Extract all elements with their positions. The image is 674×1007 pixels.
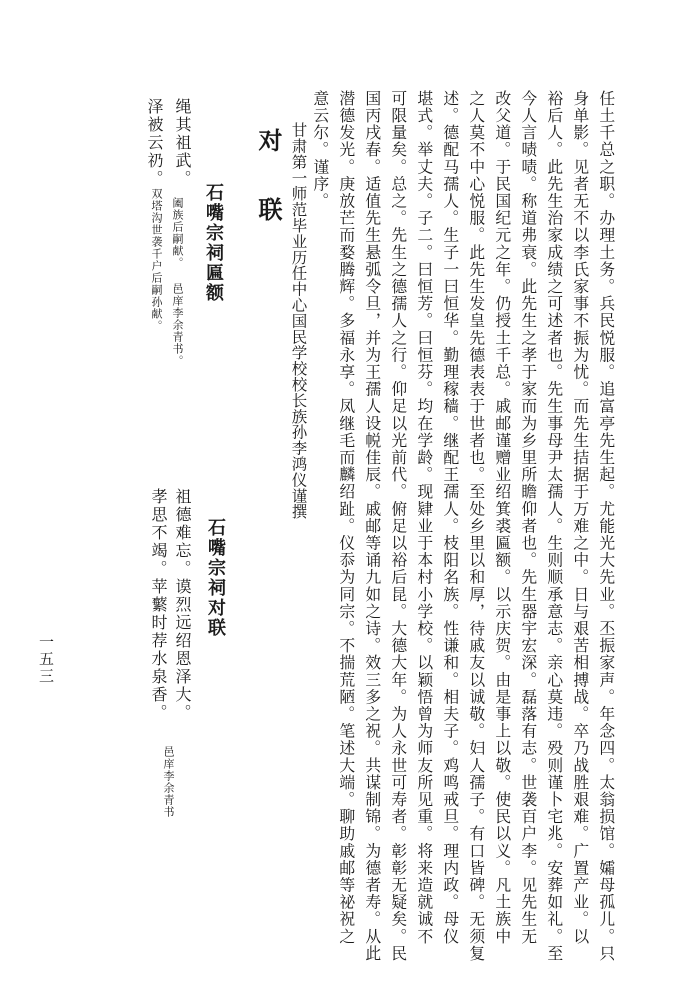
couplet-calligrapher-note: 邑庠李余青书 xyxy=(162,746,175,818)
plaque-heading: 石嘴宗祠匾额 xyxy=(203,183,224,303)
essay-signature: 甘肃第一师范毕业历任中心国民学校校长族孙李鸿仪谨撰 xyxy=(289,122,308,520)
essay-line-2: 身单影。见者无不以李氏家事不振为忧。而先生拮据于万难之中。日与艰苦相搏战。卒乃战胜艰难。广置产业。以 xyxy=(570,90,590,945)
essay-line-6: 之人莫不中心悦服。此先生发皇先德表表于世者也。至处乡里以和厚，待戚友以诚敬。妇人孺子。有口皆碑。无须复 xyxy=(466,90,486,963)
essay-line-5: 改父道。于民国纪元之年。仍授土千总。戚邮谨赠业绍箕裘匾额。以示庆贺。由是事上以敬。使民以义。凡土族中 xyxy=(492,90,512,945)
plaque-note-1: 阖族后嗣献。 邑庠李余青书。 xyxy=(171,197,184,367)
essay-line-11: 潜德发光。庚放芒而婺腾辉。多福永享。凤继毛而麟绍趾。仪忝为同宗。不揣荒陋。笔述大端。聊助戚邮等祕祝之 xyxy=(336,90,356,945)
essay-line-3: 裕后人。此先生治家成绩之可述者也。先生事母尹太孺人。生则顺承意志。亲心莫违。殁则谨卜宅兆。安葬如礼。至 xyxy=(544,90,564,963)
essay-line-12: 意云尔。谨序。 xyxy=(310,90,330,210)
couplet-heading: 石嘴宗祠对联 xyxy=(205,518,226,638)
essay-line-10: 国丙戌春。适值先生悬弧令旦，并为王孺人设帨佳辰。戚邮等诵九如之诗。效三多之祝。共谋制锦。为德者寿。从此 xyxy=(362,90,382,963)
plaque-inscription-2: 泽被云礽。 xyxy=(145,98,164,188)
section-title: 对 联 xyxy=(254,128,283,229)
essay-line-4: 今人言啧啧。称道弗衰。此先生之孝于家而为乡里所瞻仰者也。先生器宇宏深。磊落有志。世袭百户李。见先生无 xyxy=(518,90,538,945)
couplet-left-line: 孝思不竭。苹蘩时荐水泉香。 xyxy=(149,488,168,722)
essay-line-1: 任土千总之职。办理土务。兵民悦服。追富亭先生起。尤能光大先业。丕振家声。年念四。太翁损馆。孀母孤儿。只 xyxy=(596,90,616,963)
couplet-right-line: 祖德难忘。谟烈远绍恩泽大。 xyxy=(173,488,192,722)
plaque-inscription-1: 绳其祖武。 xyxy=(173,98,192,188)
page-number: 一五三 xyxy=(37,634,55,685)
essay-line-8: 堪式。举丈夫。子二。曰恒芳。曰恒芬。均在学龄。现肄业于本村小学校。以颖悟曾为师友所见重。将来造就诚不 xyxy=(414,90,434,945)
essay-line-9: 可限量矣。总之。先生之德孺人之行。仰足以光前代。俯足以裕后昆。大德大年。为人永世可寿者。彰彰无疑矣。民 xyxy=(388,90,408,963)
plaque-note-2: 双塔沟世袭千户后嗣孙献。 xyxy=(150,188,163,332)
essay-line-7: 述。德配马孺人。生子一曰恒华。勤理稼穑。继配王孺人。枝阳名族。性谦和。相夫子。鸡鸣戒旦。理内政。母仪 xyxy=(440,90,460,945)
